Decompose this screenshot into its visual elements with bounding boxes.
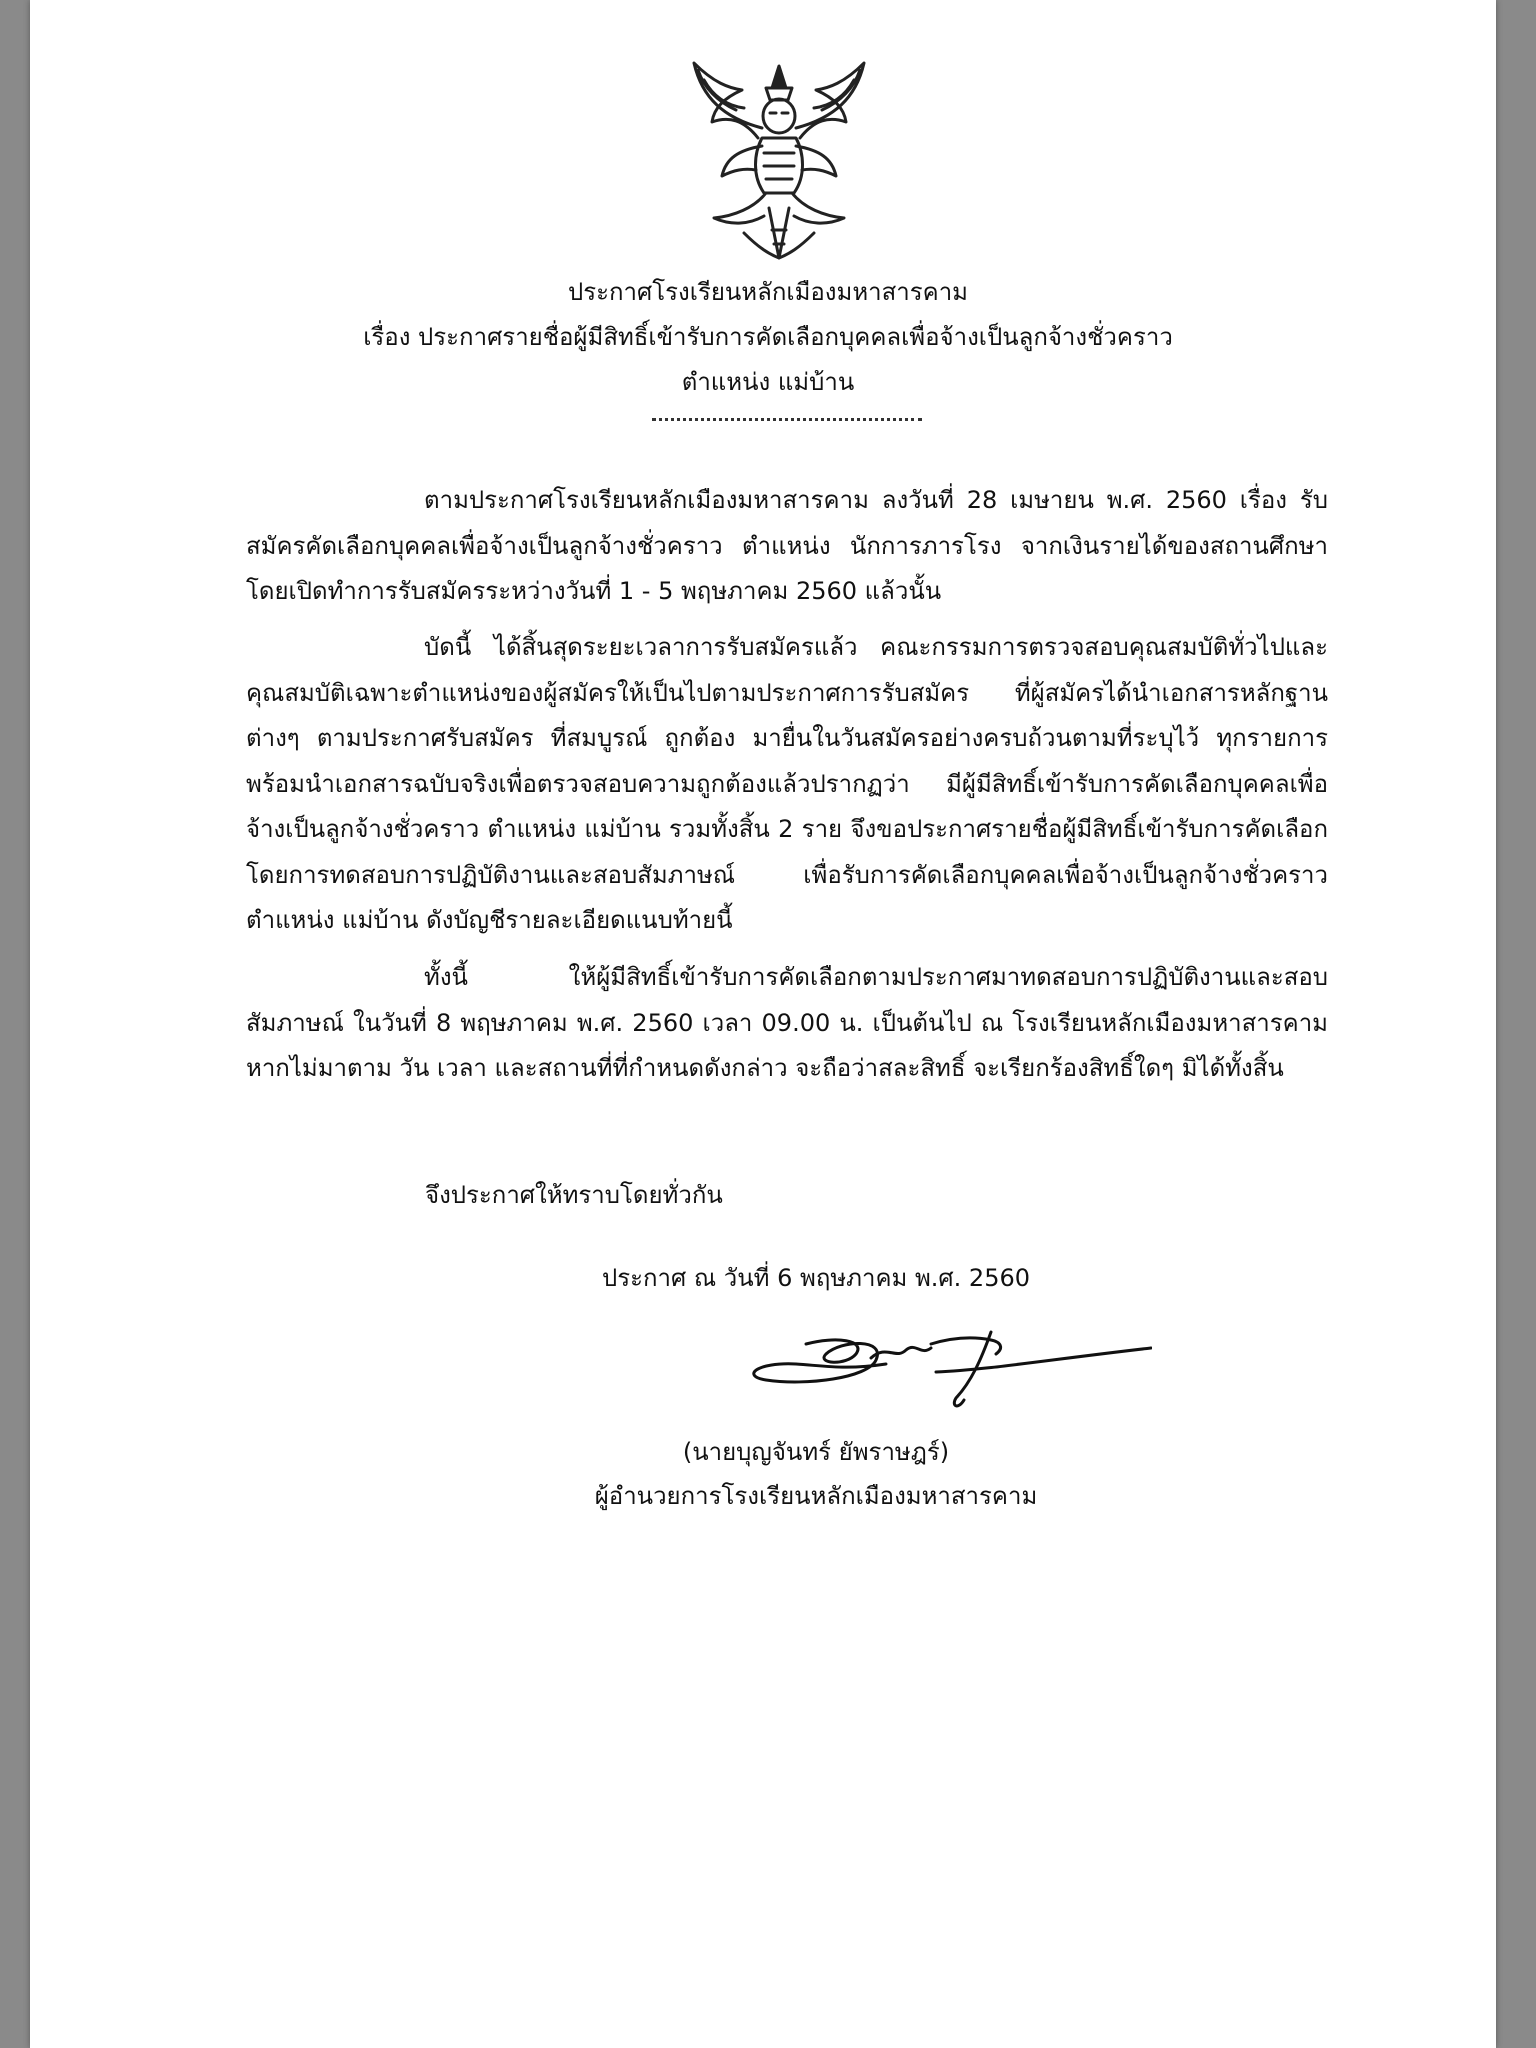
closing-line: จึงประกาศให้ทราบโดยทั่วกัน [425, 1181, 723, 1209]
announcement-position: ตำแหน่ง แม่บ้าน [681, 368, 855, 396]
paragraph-3-text: ทั้งนี้ ให้ผู้มีสิทธิ์เข้ารับการคัดเลือกตามประกาศมาทดสอบการปฏิบัติงานและสอบสัมภาษณ์ ในวันที่ 8 พฤษภาคม พ.ศ. 2560 เวลา 09.00 น. เป็นต้นไป ณ โรงเรียนหลักเมืองมหาสารคาม หากไม่มาตาม วัน เวลา และสถานที่ที่กำหนดดังกล่าว จะถือว่าสละสิทธิ์ จะเรียกร้องสิทธิ์ใดๆ มิได้ทั้งสิ้น [246, 963, 1328, 1082]
paragraph-1-text: ตามประกาศโรงเรียนหลักเมืองมหาสารคาม ลงวันที่ 28 เมษายน พ.ศ. 2560 เรื่อง รับสมัครคัดเลือกบุคคลเพื่อจ้างเป็นลูกจ้างชั่วคราว ตำแหน่ง นักการภารโรง จากเงินรายได้ของสถานศึกษา โดยเปิดทำการรับสมัครระหว่างวันที่ 1 - 5 พฤษภาคม 2560 แล้วนั้น [246, 486, 1328, 605]
paragraph-2 [246, 625, 1328, 944]
paragraph-3 [246, 955, 1328, 1092]
announcement-title: ประกาศโรงเรียนหลักเมืองมหาสารคาม [567, 278, 969, 306]
signatory-name: (นายบุญจันทร์ ยัพราษฎร์) [682, 1438, 950, 1466]
dotted-separator [652, 418, 922, 421]
garuda-emblem-icon [684, 58, 874, 268]
date-line: ประกาศ ณ วันที่ 6 พฤษภาคม พ.ศ. 2560 [602, 1264, 1031, 1292]
handwritten-signature [746, 1330, 1152, 1414]
paragraph-1 [246, 478, 1328, 615]
signatory-title: ผู้อำนวยการโรงเรียนหลักเมืองมหาสารคาม [594, 1482, 1038, 1510]
paragraph-2-text: บัดนี้ ได้สิ้นสุดระยะเวลาการรับสมัครแล้ว คณะกรรมการตรวจสอบคุณสมบัติทั่วไปและคุณสมบัติเฉพาะตำแหน่งของผู้สมัครให้เป็นไปตามประกาศการรับสมัคร ที่ผู้สมัครได้นำเอกสารหลักฐานต่างๆ ตามประกาศรับสมัคร ที่สมบูรณ์ ถูกต้อง มายื่นในวันสมัครอย่างครบถ้วนตามที่ระบุไว้ ทุกรายการ พร้อมนำเอกสารฉบับจริงเพื่อตรวจสอบความถูกต้องแล้วปรากฏว่า มีผู้มีสิทธิ์เข้ารับการคัดเลือกบุคคลเพื่อจ้างเป็นลูกจ้างชั่วคราว ตำแหน่ง แม่บ้าน รวมทั้งสิ้น 2 ราย จึงขอประกาศรายชื่อผู้มีสิทธิ์เข้ารับการคัดเลือก โดยการทดสอบการปฏิบัติงานและสอบสัมภาษณ์ เพื่อรับการคัดเลือกบุคคลเพื่อจ้างเป็นลูกจ้างชั่วคราว ตำแหน่ง แม่บ้าน ดังบัญชีรายละเอียดแนบท้ายนี้ [246, 633, 1328, 934]
announcement-subject: เรื่อง ประกาศรายชื่อผู้มีสิทธิ์เข้ารับการคัดเลือกบุคคลเพื่อจ้างเป็นลูกจ้างชั่วคราว [363, 323, 1173, 351]
signatory-block [0, 1430, 1536, 1518]
